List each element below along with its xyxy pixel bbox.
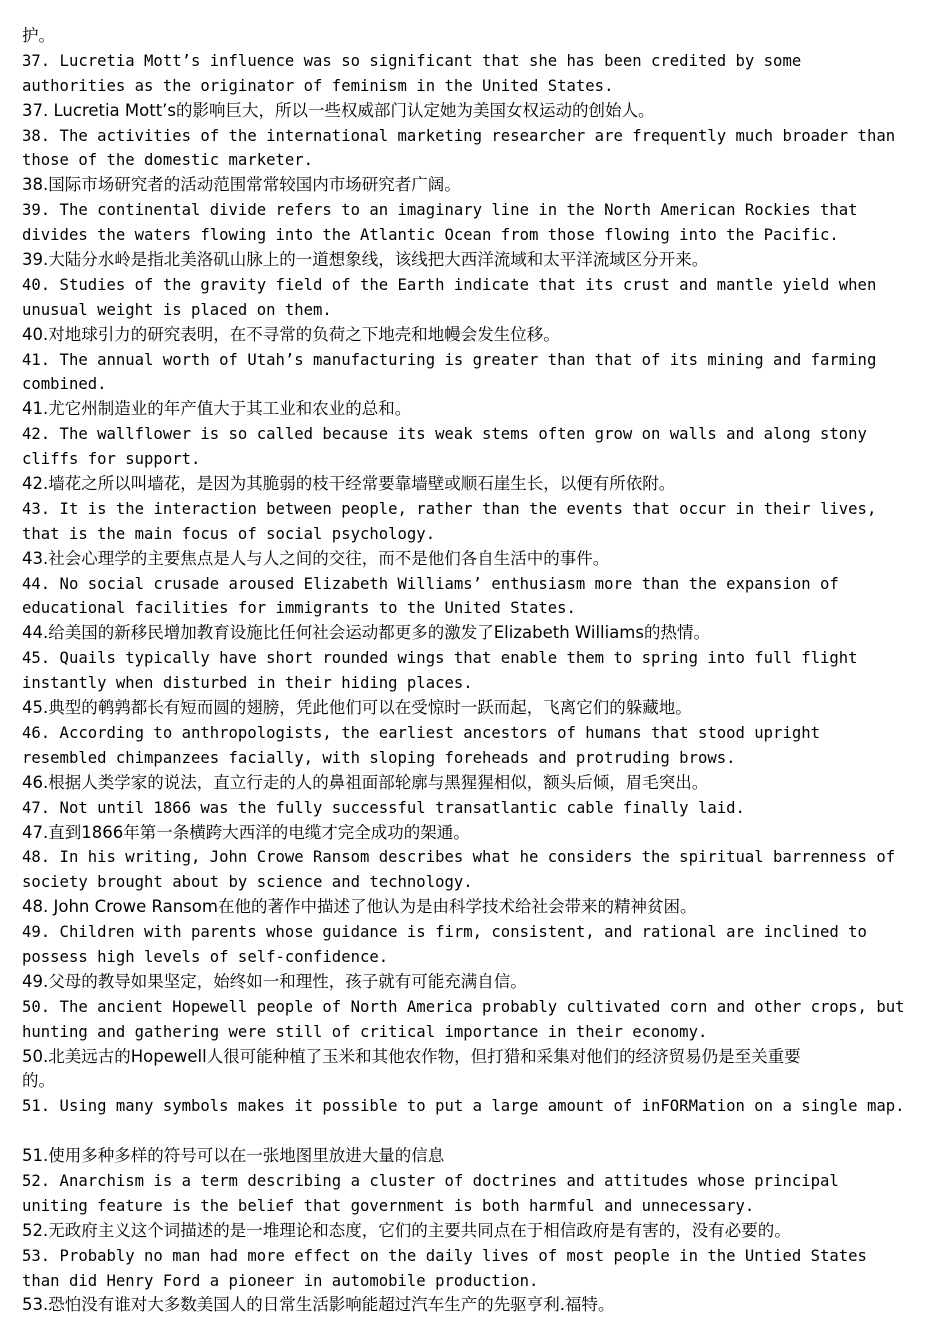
english-sentence-line: those of the domestic marketer. xyxy=(22,151,314,170)
chinese-translation-line: 49.父母的教导如果坚定，始终如一和理性，孩子就有可能充满自信。 xyxy=(22,971,527,991)
chinese-translation-line: 48. John Crowe Ransom在他的著作中描述了他认为是由科学技术给社会带来的精神贫困。 xyxy=(22,897,697,917)
english-sentence-line: instantly when disturbed in their hiding places. xyxy=(22,674,473,693)
chinese-translation-line: 53.恐怕没有谁对大多数美国人的日常生活影响能超过汽车生产的先驱亨利.福特。 xyxy=(22,1295,615,1315)
english-sentence-line: 38. The activities of the international marketing researcher are frequently much broader than xyxy=(22,126,896,145)
chinese-translation-line: 护。 xyxy=(22,26,55,45)
english-sentence-line: 42. The wallflower is so called because its weak stems often grow on walls and along stony xyxy=(22,425,867,444)
english-sentence-line: 44. No social crusade aroused Elizabeth Williams’ enthusiasm more than the expansion of xyxy=(22,574,839,593)
blank-line xyxy=(22,1119,928,1144)
english-sentence-line: 46. According to anthropologists, the earliest ancestors of humans that stood upright xyxy=(22,723,820,742)
chinese-translation-line: 46.根据人类学家的说法，直立行走的人的鼻祖面部轮廓与黑猩猩相似，额头后倾，眉毛突出。 xyxy=(22,772,709,792)
english-sentence-line: society brought about by science and technology. xyxy=(22,873,473,892)
english-sentence-line: that is the main focus of social psychology. xyxy=(22,524,436,543)
chinese-translation-line: 50.北美远古的Hopewell人很可能种植了玉米和其他农作物，但打猎和采集对他们的经济贸易仍是至关重要 xyxy=(22,1046,801,1066)
english-sentence-line: authorities as the originator of feminism in the United States. xyxy=(22,76,614,95)
english-sentence-line: possess high levels of self-confidence. xyxy=(22,947,389,966)
english-sentence-line: than did Henry Ford a pioneer in automobile production. xyxy=(22,1271,539,1290)
english-sentence-line: 51. Using many symbols makes it possible to put a large amount of inFORMation on a single map. xyxy=(22,1097,905,1116)
english-sentence-line: 39. The continental divide refers to an imaginary line in the North American Rockies that xyxy=(22,201,858,220)
english-sentence-line: cliffs for support. xyxy=(22,450,201,469)
chinese-translation-line: 44.给美国的新移民增加教育设施比任何社会运动都更多的激发了Elizabeth Williams的热情。 xyxy=(22,623,710,643)
english-sentence-line: combined. xyxy=(22,375,107,394)
chinese-translation-line: 41.尤它州制造业的年产值大于其工业和农业的总和。 xyxy=(22,399,412,419)
english-sentence-line: 45. Quails typically have short rounded wings that enable them to spring into full flight xyxy=(22,649,858,668)
chinese-translation-line: 43.社会心理学的主要焦点是人与人之间的交往，而不是他们各自生活中的事件。 xyxy=(22,548,610,568)
english-sentence-line: uniting feature is the belief that government is both harmful and unnecessary. xyxy=(22,1196,755,1215)
english-sentence-line: 47. Not until 1866 was the fully successful transatlantic cable finally laid. xyxy=(22,798,745,817)
chinese-translation-line: 37. Lucretia Mott’s的影响巨大，所以一些权威部门认定她为美国女权运动的创始人。 xyxy=(22,100,655,120)
english-sentence-line: hunting and gathering were still of critical importance in their economy. xyxy=(22,1022,708,1041)
english-sentence-line: 48. In his writing, John Crowe Ransom describes what he considers the spiritual barrenness of xyxy=(22,848,896,867)
english-sentence-line: 52. Anarchism is a term describing a cluster of doctrines and attitudes whose principal xyxy=(22,1171,839,1190)
chinese-translation-line: 52.无政府主义这个词描述的是一堆理论和态度，它们的主要共同点在于相信政府是有害的，没有必要的。 xyxy=(22,1220,791,1240)
chinese-translation-line: 51.使用多种多样的符号可以在一张地图里放进大量的信息 xyxy=(22,1146,445,1166)
chinese-translation-line: 40.对地球引力的研究表明，在不寻常的负荷之下地壳和地幔会发生位移。 xyxy=(22,324,560,344)
english-sentence-line: educational facilities for immigrants to the United States. xyxy=(22,599,576,618)
english-sentence-line: 40. Studies of the gravity field of the Earth indicate that its crust and mantle yield when xyxy=(22,275,877,294)
english-sentence-line: divides the waters flowing into the Atlantic Ocean from those flowing into the Pacific. xyxy=(22,226,839,245)
english-sentence-line: 49. Children with parents whose guidance is firm, consistent, and rational are inclined to xyxy=(22,923,867,942)
english-sentence-line: 37. Lucretia Mott’s influence was so significant that she has been credited by some xyxy=(22,51,802,70)
chinese-translation-line: 45.典型的鹌鹑都长有短而圆的翅膀，凭此他们可以在受惊时一跃而起，飞离它们的躲藏地。 xyxy=(22,698,692,718)
english-sentence-line: unusual weight is placed on them. xyxy=(22,300,332,319)
english-sentence-line: 53. Probably no man had more effect on the daily lives of most people in the Untied States xyxy=(22,1246,867,1265)
english-sentence-line: 43. It is the interaction between people, rather than the events that occur in their lives, xyxy=(22,499,877,518)
document-page xyxy=(22,24,928,1318)
chinese-translation-line: 39.大陆分水岭是指北美洛矶山脉上的一道想象线，该线把大西洋流域和太平洋流域区分开来。 xyxy=(22,250,709,270)
chinese-translation-line: 38.国际市场研究者的活动范围常常较国内市场研究者广阔。 xyxy=(22,175,461,195)
chinese-translation-line: 42.墙花之所以叫墙花，是因为其脆弱的枝干经常要靠墙壁或顺石崖生长，以便有所依附。 xyxy=(22,474,676,494)
english-sentence-line: resembled chimpanzees facially, with sloping foreheads and protruding brows. xyxy=(22,748,736,767)
chinese-translation-line: 47.直到1866年第一条横跨大西洋的电缆才完全成功的架通。 xyxy=(22,822,470,842)
english-sentence-line: 50. The ancient Hopewell people of North America probably cultivated corn and other crops, but xyxy=(22,997,905,1016)
english-sentence-line: 41. The annual worth of Utah’s manufacturing is greater than that of its mining and farming xyxy=(22,350,877,369)
chinese-translation-line: 的。 xyxy=(22,1071,55,1091)
